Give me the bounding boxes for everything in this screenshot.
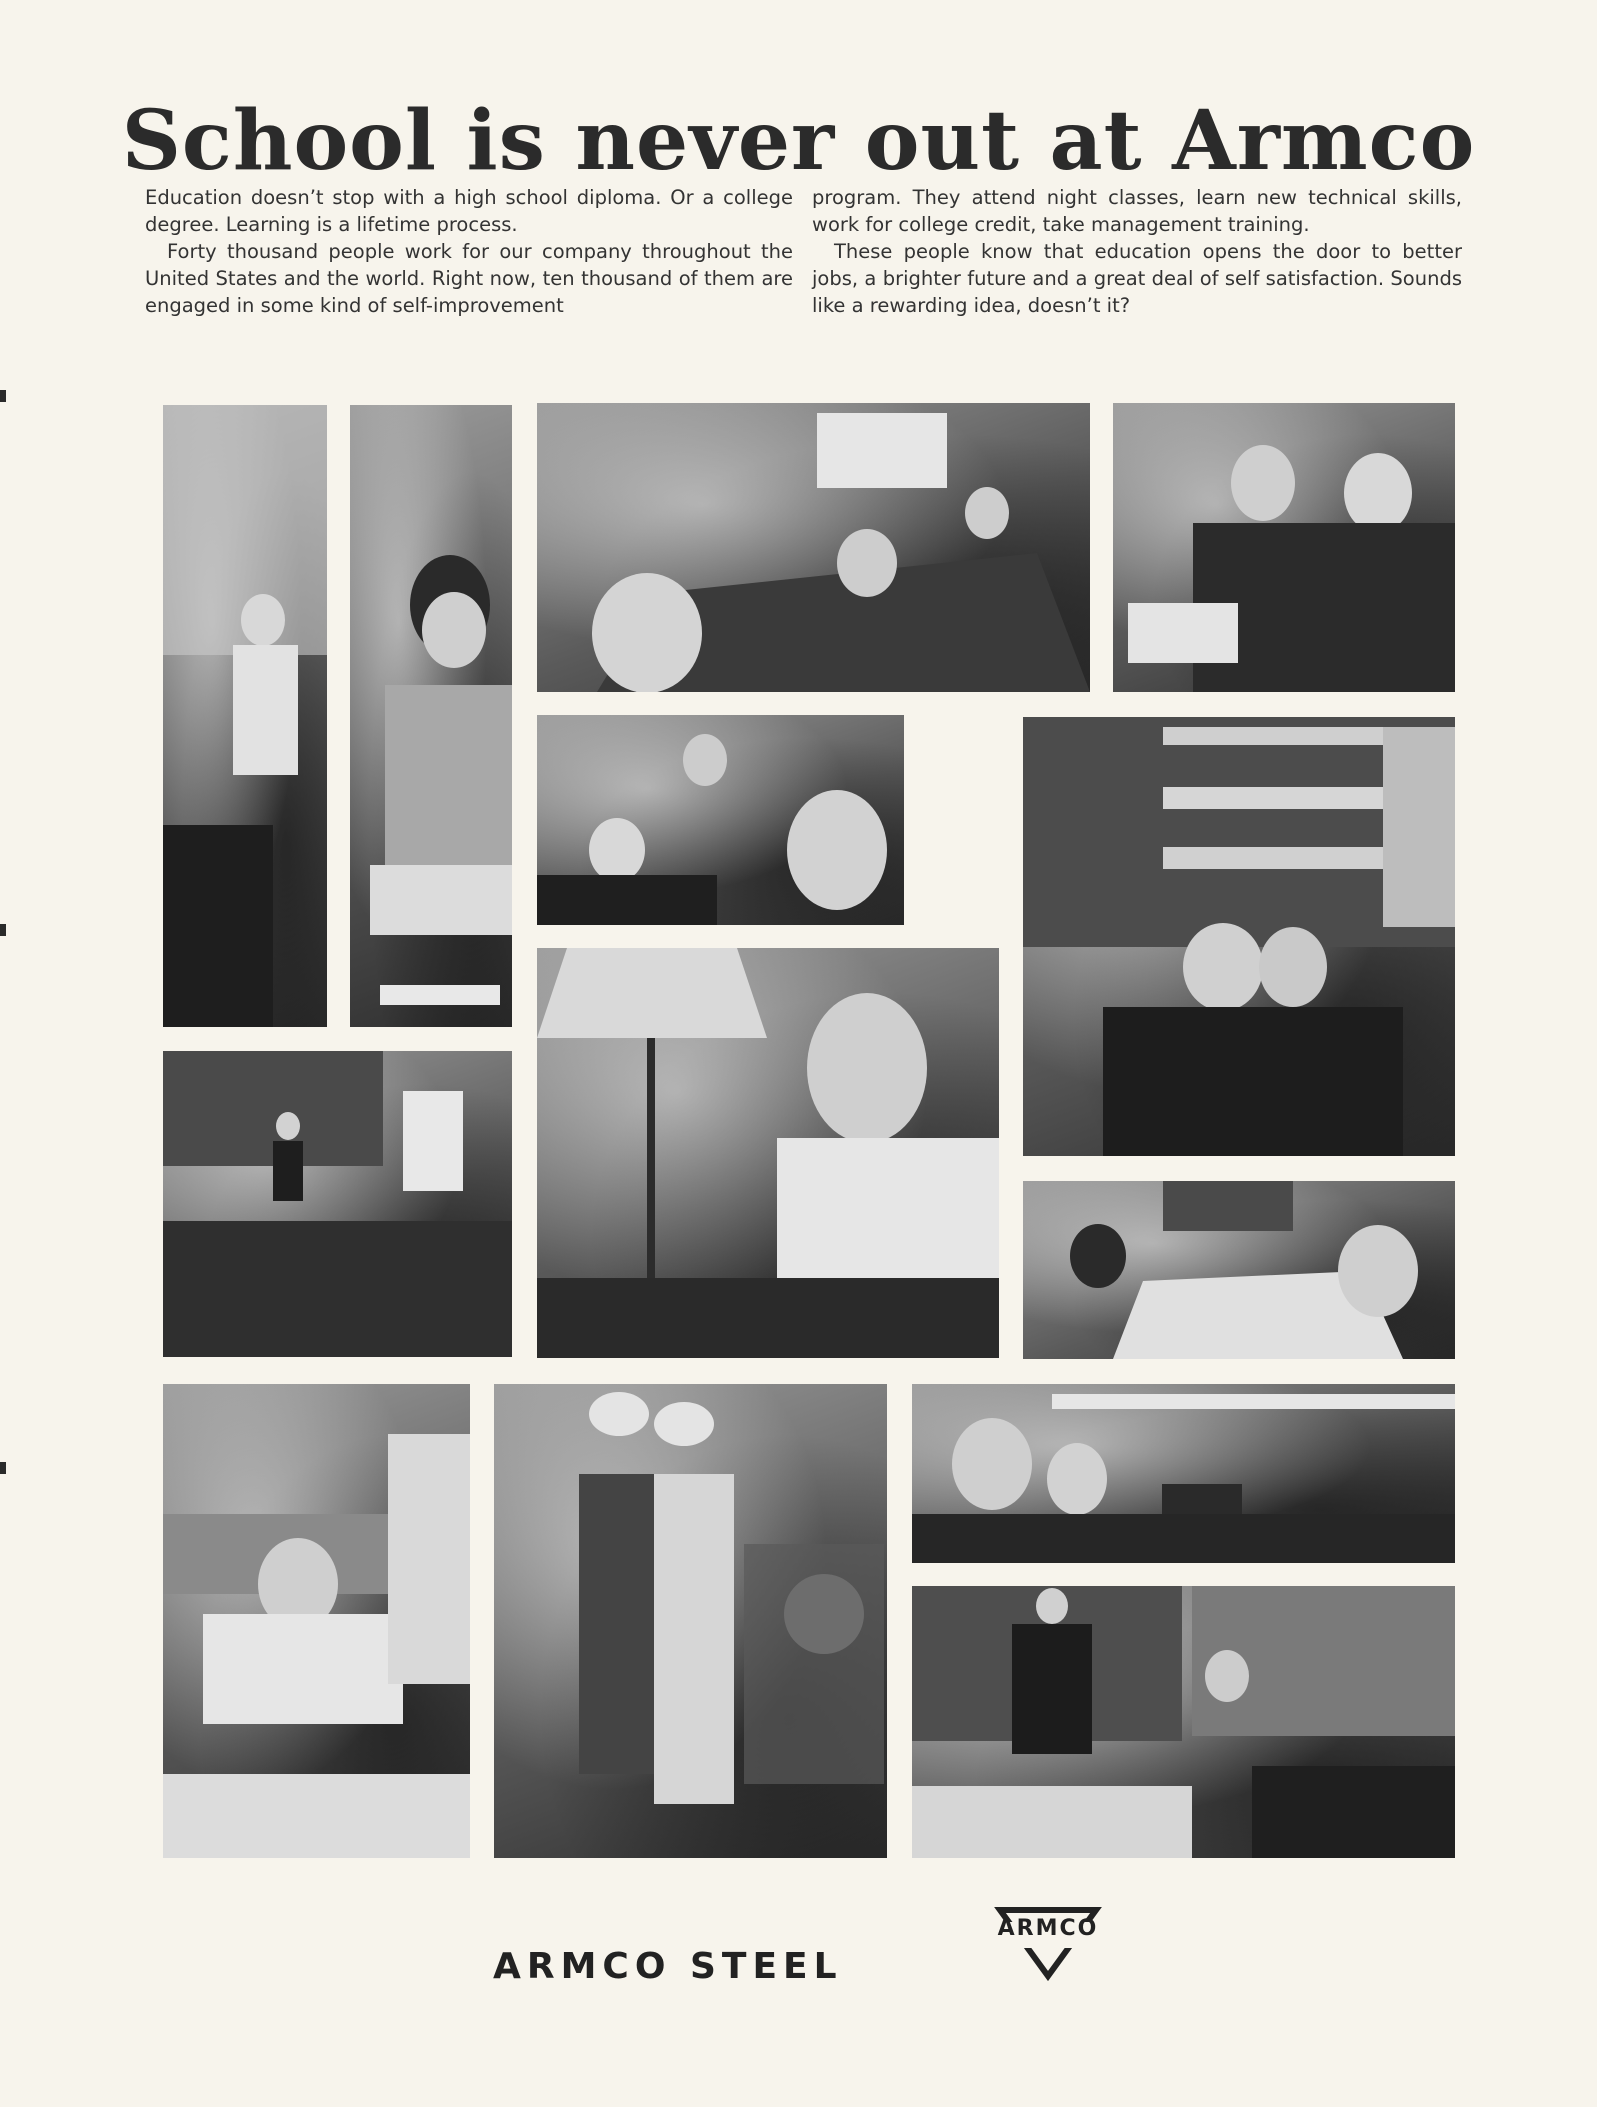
photo-steelworkers-machine bbox=[494, 1384, 887, 1858]
photo-student-with-rule bbox=[350, 405, 512, 1027]
photo-draftsman-at-desk bbox=[163, 1384, 470, 1858]
armco-triangle-logo-icon bbox=[988, 1902, 1108, 1982]
body-paragraph: Forty thousand people work for our company throughout the United States and the world. Right now, ten thousand of them are engaged in some kind of self-improvement bbox=[145, 240, 793, 317]
photo-library-study bbox=[1023, 717, 1455, 1156]
body-copy-right bbox=[812, 184, 1462, 319]
edge-mark bbox=[0, 1462, 6, 1474]
photo-man-at-window bbox=[163, 405, 327, 1027]
photo-thinking-man-lamp bbox=[537, 948, 999, 1358]
body-paragraph: program. They attend night classes, learn new technical skills, work for college credit, take management training. bbox=[812, 186, 1462, 236]
page-title: School is never out at Armco bbox=[121, 93, 1476, 189]
photo-conference-long-table bbox=[912, 1384, 1455, 1563]
logo-text: ARMCO bbox=[997, 1916, 1099, 1941]
company-wordmark: ARMCO STEEL bbox=[493, 1946, 843, 1987]
body-paragraph: These people know that education opens the door to better jobs, a brighter future and a great deal of self satisfaction. Sounds like a rewarding idea, doesn’t it? bbox=[812, 240, 1462, 317]
photo-lecture-blackboard bbox=[163, 1051, 512, 1357]
photo-boardroom-meeting bbox=[537, 403, 1090, 692]
body-paragraph: Education doesn’t stop with a high school diploma. Or a college degree. Learning is a lifetime process. bbox=[145, 186, 793, 236]
photo-classroom-seminar bbox=[1023, 1181, 1455, 1359]
body-copy-left bbox=[145, 184, 793, 319]
edge-mark bbox=[0, 390, 6, 402]
photo-discussion-table bbox=[537, 715, 904, 925]
photo-two-men-reading bbox=[1113, 403, 1455, 692]
photo-blackboard-session bbox=[912, 1586, 1455, 1858]
edge-mark bbox=[0, 924, 6, 936]
